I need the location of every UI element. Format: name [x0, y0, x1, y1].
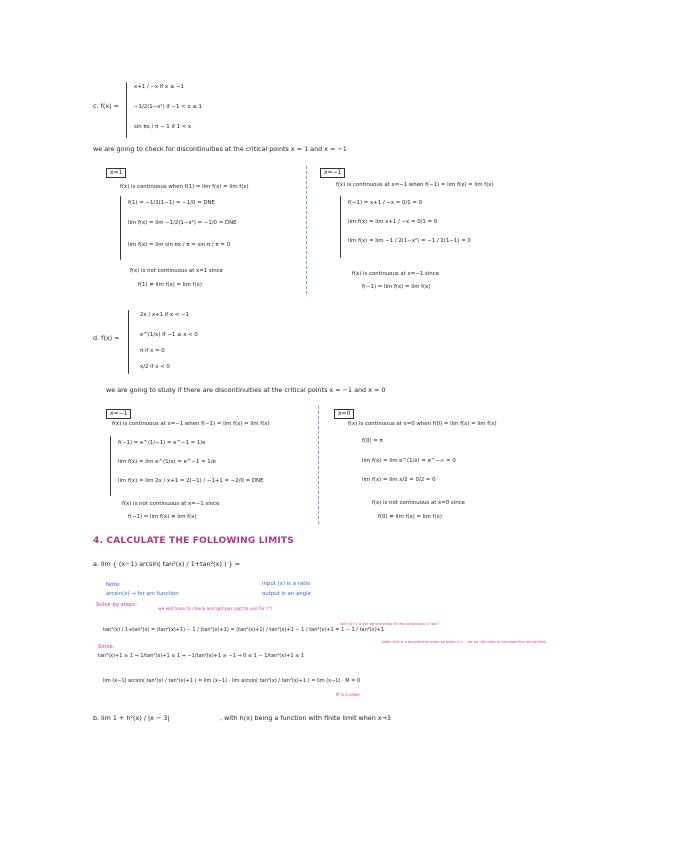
d-right-line-6: f(0) ≠ lim f(x) = lim f(x) [378, 514, 442, 520]
note-line-1: arcsin(x) → for arc function [106, 591, 179, 597]
c-right-line-6: f(−1) = lim f(x) = lim f(x) [362, 284, 431, 290]
c-case-2: −1/2(1−x²) if −1 < x ≤ 1 [134, 104, 202, 110]
c-intro: we are going to check for discontinuities at the critical points x = 1 and x = −1 [93, 145, 347, 153]
d-left-brace [110, 436, 111, 496]
d-right-line-1: f(x) is continuous at x=0 when f(0) = lim f(x) = lim f(x) [348, 421, 497, 427]
d-label: d. f(x) = [93, 334, 120, 342]
c-left-line-4: lim f(x) = lim sin πx / π = sin π / π = 0 [128, 242, 231, 248]
c-right-tag: x=−1 [320, 168, 345, 178]
c-left-line-1: f(x) is continuous when f(1) = lim f(x) = lim f(x) [120, 184, 249, 190]
c-divider [306, 166, 307, 294]
c-right-line-2: f(−1) = x+1 / −x = 0/1 = 0 [348, 200, 423, 206]
note-title: Note: [106, 582, 121, 588]
c-left-brace [120, 196, 121, 260]
d-left-line-3: lim f(x) = lim e^(1/x) = e^−1 = 1/e [118, 459, 216, 465]
d-divider [318, 406, 319, 524]
section-4b-label: b. lim 1 + h²(x) / |x − 3| [93, 714, 170, 722]
d-left-tag: x=−1 [106, 409, 131, 419]
note-line-3: output is an angle [262, 591, 311, 597]
note-line-2: input (x) is a ratio [262, 581, 311, 587]
c-brace [126, 82, 127, 138]
section-4b-text: , with h(x) being a function with finite limit when x→3 [220, 714, 391, 722]
step-2: tan²(x)+1 ≥ 1 ⇒ 1/tan²(x)+1 ≤ 1 ⇒ −1/tan²(x)+1 ≥ −1 ⇒ 0 ≤ 1 − 1/tan²(x)+1 ≤ 1 [98, 653, 305, 659]
c-left-line-5: f(x) is not continuous at x=1 since [130, 268, 223, 274]
c-left-tag: x=1 [106, 168, 126, 178]
step-2-side: Note: this is a bounded function so when x→ ... we do not need to calculate the actual limit [382, 640, 546, 644]
section-4a-label: a. lim { (x−1) arcsin( tan²(x) / 1+tan²(x) ) } = [93, 560, 240, 568]
c-left-line-2: f(1) = −1/2(1−1) = −1/0 = DNE [128, 200, 215, 206]
d-left-line-1: f(x) is continuous at x=−1 when f(−1) = lim f(x) = lim f(x) [112, 421, 270, 427]
c-case-3: sin πx / π − 1 if 1 < x [134, 124, 192, 130]
step-1: tan²(x) / 1+tan²(x) = (tan²(x)+1) − 1 / (tan²(x)+1) = (tan²(x)+1) / tan²(x)+1 − 1 / tan²(x)+1 = 1 − 1 / tan²(x)+1 [103, 627, 385, 633]
step-note: we will have to check and get pos sqrt to use for (*) [158, 607, 272, 612]
section-4-heading: 4. CALCULATE THE FOLLOWING LIMITS [93, 536, 294, 546]
c-right-brace [340, 196, 341, 258]
d-left-line-5: f(x) is not continuous at x=−1 since [122, 501, 220, 507]
c-right-line-5: f(x) is continuous at x=−1 since [352, 271, 439, 277]
c-label: c. f(x) = [93, 102, 119, 110]
d-case-4: x/2 if x < 0 [140, 364, 170, 370]
d-left-line-4: lim f(x) = lim 2x / x+1 = 2(−1) / −1+1 = −2/0 = DNE [118, 478, 264, 484]
d-right-line-4: lim f(x) = lim x/2 = 0/2 = 0 [362, 477, 436, 483]
d-case-3: π if x = 0 [140, 348, 165, 354]
d-case-1: 2x / x+1 if x < −1 [140, 312, 189, 318]
c-case-1: x+1 / −x if x ≤ −1 [134, 84, 184, 90]
d-right-line-5: f(x) is not continuous at x=0 since [372, 500, 465, 506]
c-right-line-1: f(x) is continuous at x=−1 when f(−1) = lim f(x) = lim f(x) [336, 182, 494, 188]
d-left-line-2: f(−1) = e^(1/−1) = e^−1 = 1/e [118, 440, 206, 446]
since-label: Since: [98, 644, 115, 650]
d-case-2: e^(1/x) if −1 ≤ x < 0 [140, 332, 198, 338]
d-intro: we are going to study if there are discontinuities at the critical points x = −1 and x = 0 [106, 386, 386, 394]
d-right-line-2: f(0) = π [362, 438, 383, 444]
step-1-side: tan²(x)+1 is the denominator in the continuous 1+tan² [340, 622, 439, 626]
c-left-line-3: lim f(x) = lim −1/2(1−x²) = −1/0 = DNE [128, 220, 237, 226]
step-3-note: M is a value [336, 692, 360, 697]
step-3: lim (x−1) arcsin( tan²(x) / tan²(x)+1 ) = lim (x−1) · lim arcsin( tan²(x) / tan²(x)+1 ) = lim (x−1) · M = 0 [103, 678, 361, 684]
d-brace [128, 310, 129, 374]
d-right-tag: x=0 [334, 409, 354, 419]
d-left-line-6: f(−1) = lim f(x) ≠ lim f(x) [128, 514, 197, 520]
note-tag: Solve by steps: [96, 602, 138, 608]
d-right-line-3: lim f(x) = lim e^(1/x) = e^−∞ = 0 [362, 458, 456, 464]
c-left-line-6: f(1) ≠ lim f(x) = lim f(x) [138, 282, 202, 288]
c-right-line-3: lim f(x) = lim x+1 / −x = 0/1 = 0 [348, 219, 438, 225]
c-right-line-4: lim f(x) = lim −1 / 2(1−x²) = −1 / 2(1−1) = 0 [348, 238, 471, 244]
